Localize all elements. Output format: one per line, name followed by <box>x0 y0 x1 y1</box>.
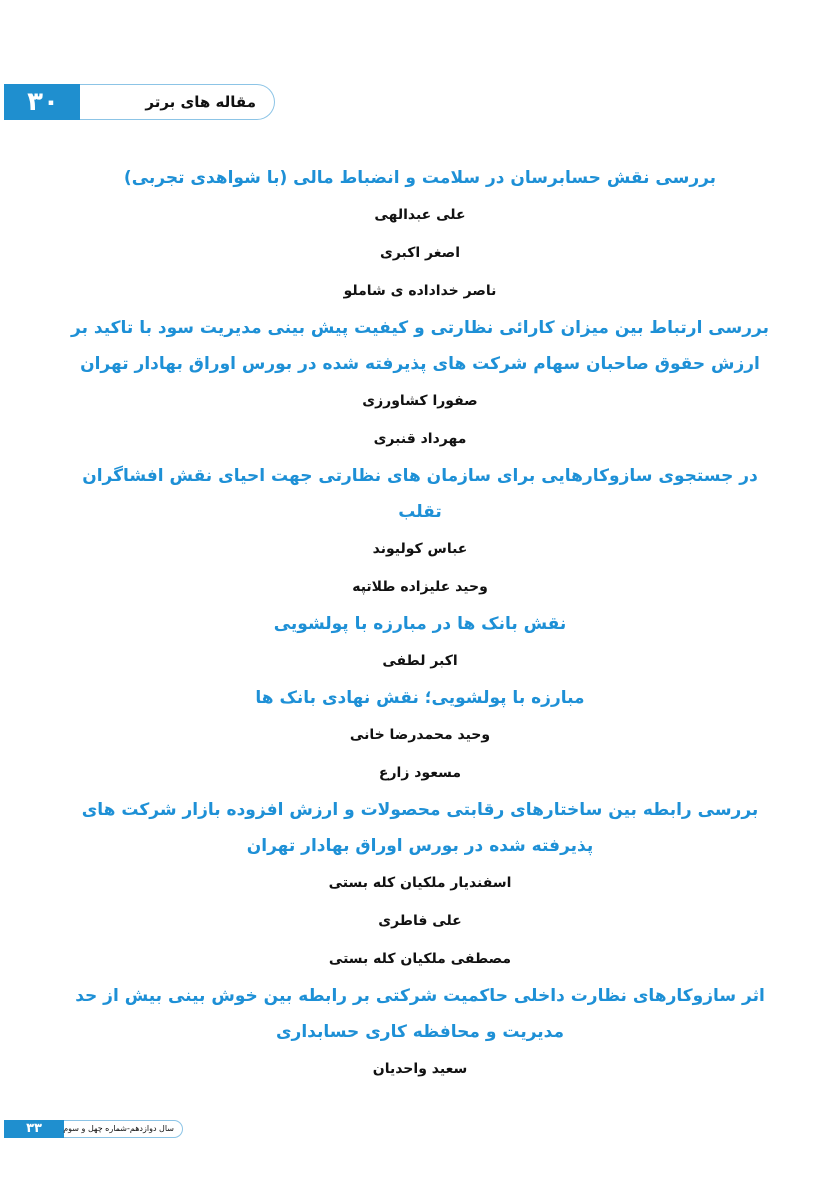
article-author: علی عبدالهی <box>374 207 466 223</box>
article-author: وحید علیزاده طلاتپه <box>352 579 488 595</box>
header-section-box <box>80 84 275 120</box>
article <box>70 792 770 978</box>
article-author: عباس کولیوند <box>372 541 468 557</box>
article-title: بررسی ارتباط بین میزان کارائی نظارتی و کیفیت پیش بینی مدیریت سود با تاکید بر ارزش حقوق صاحبان سهام شرکت های پذیرفته شده در بورس اوراق بهادار تهران <box>71 318 769 374</box>
article-author: صفورا کشاورزی <box>362 393 478 409</box>
article-title: اثر سازوکارهای نظارت داخلی حاکمیت شرکتی بر رابطه بین خوش بینی بیش از حد مدیریت و محافظه کاری حسابداری <box>75 986 765 1042</box>
header-page-number: ۳۰ <box>4 84 82 120</box>
article-author: اصغر اکبری <box>379 245 460 261</box>
article-author: مسعود زارع <box>378 765 462 781</box>
article-author: اسفندیار ملکیان کله بستی <box>328 875 512 891</box>
article <box>70 458 770 606</box>
article-author: وحید محمدرضا خانی <box>349 727 491 743</box>
article-author: علی فاطری <box>378 913 462 929</box>
footer-page-number: ۳۳ <box>4 1120 64 1138</box>
article-author: مهرداد قنبری <box>373 431 467 447</box>
article-author: مصطفی ملکیان کله بستی <box>328 951 512 967</box>
header-section-title: مقاله های برتر <box>145 93 256 111</box>
article-title: بررسی نقش حسابرسان در سلامت و انضباط مالی (با شواهدی تجربی) <box>123 168 717 188</box>
articles-list <box>70 160 770 1088</box>
article-author: سعید واحدیان <box>372 1061 468 1077</box>
article-title: بررسی رابطه بین ساختارهای رقابتی محصولات و ارزش افزوده بازار شرکت های پذیرفته شده در بورس اوراق بهادار تهران <box>81 800 759 856</box>
article-title: مبارزه با پولشویی؛ نقش نهادی بانک ها <box>255 688 585 708</box>
article <box>70 680 770 792</box>
article <box>70 606 770 680</box>
article-title: نقش بانک ها در مبارزه با پولشویی <box>273 614 567 634</box>
article-author: ناصر خداداده ی شاملو <box>343 283 497 299</box>
article-author: اکبر لطفی <box>382 653 458 669</box>
footer-issue-box <box>64 1120 183 1138</box>
article <box>70 310 770 458</box>
page-footer <box>4 1120 184 1138</box>
article <box>70 160 770 310</box>
page-header <box>4 84 274 120</box>
article <box>70 978 770 1088</box>
article-title: در جستجوی سازوکارهایی برای سازمان های نظارتی جهت احیای نقش افشاگران تقلب <box>82 466 758 522</box>
footer-issue: سال دوازدهم-شماره چهل و سوم <box>63 1124 174 1133</box>
